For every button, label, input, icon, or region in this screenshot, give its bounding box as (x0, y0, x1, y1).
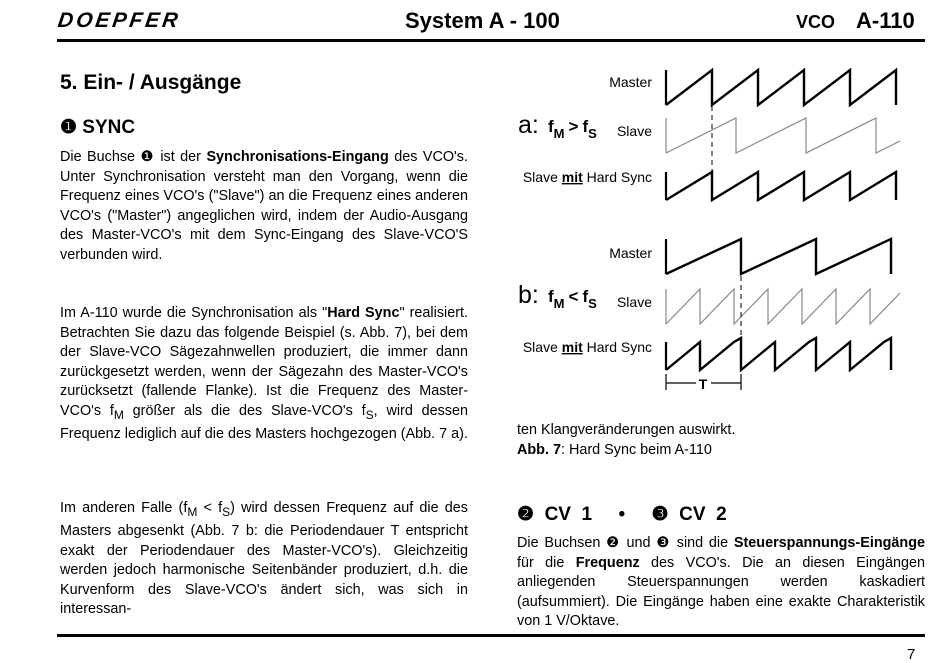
waveform-slave-a (666, 118, 900, 153)
case-a-formula: $f_M > f_S$ (548, 117, 597, 141)
doepfer-logo: DOEPFER (56, 9, 183, 32)
module-type: VCO (796, 12, 836, 32)
label-slave-b: Slave (616, 294, 652, 310)
label-slave-sync-a: Slave mit Hard Sync (522, 169, 652, 185)
label-slave-a: Slave (616, 123, 652, 139)
case-b-formula: $f_M < f_S$ (548, 287, 597, 311)
waveform-slave-b (666, 289, 900, 324)
waveform-slave-sync-a (666, 172, 896, 200)
page-number: 7 (907, 646, 916, 663)
sync-paragraph-1: Die Buchse ❶ ist der Synchronisations-Eingang des VCO's. Unter Synchronisation versteht man den Vorgang, wenn die Frequenz eines VCO's ("Slave") an die Frequenz eines anderen VCO's ("Master") angeglichen wird, indem der Audio-Ausgang des Master-VCO's mit dem Sync-Eingang des Slave-VCO'S verbunden wird. (60, 149, 468, 263)
hard-sync-figure (510, 52, 930, 404)
case-b-label: b: (518, 281, 539, 309)
waveform-master-b (666, 239, 891, 274)
module-name: A-110 (856, 8, 915, 33)
sync-paragraph-2: Im A-110 wurde die Synchronisation als "Hard Sync" realisiert. Betrachten Sie dazu das folgende Beispiel (s. Abb. 7), bei dem der Slave-VCO Sägezahnwellen produziert, die immer dann zurückgesetzt werden, wenn der Sägezahn des Master-VCO's zurücksetzt (fallende Flanke). Ist die Frequenz des Master-VCO's $f_M$ größer als die des Slave-VCO's $f_S$, wird dessen Frequenz lediglich auf die des Masters hochgezogen (Abb. 7 a). (60, 305, 469, 442)
section-title: 5. Ein- / Ausgänge (60, 71, 242, 94)
header-rule (57, 39, 925, 42)
waveform-slave-sync-b (666, 338, 891, 370)
waveform-master-a (666, 70, 896, 105)
label-master-b: Master (609, 245, 652, 261)
footer-rule (57, 634, 925, 637)
system-title: System A - 100 (405, 8, 560, 33)
cv-paragraph: Die Buchsen ❷ und ❸ sind die Steuerspannungs-Eingänge für die Frequenz des VCO's. Die an diesen Eingängen anliegenden Steuerspannungen werden kaskadiert (aufsummiert). Die Eingänge haben eine exakte Charakteristik von 1 V/Oktave. (517, 535, 925, 629)
sync-paragraph-3: Im anderen Falle $(f_M < f_S)$ wird dessen Frequenz auf die des Masters abgesenkt (Abb. 7 b: die Periodendauer T entspricht exakt der Periodendauer des Master-VCO's). Gleichzeitig werden jedoch harmonische Seitenbänder produziert, d.h. die Kurvenform des Slave-VCO's ändert sich, was sich in interessan- (60, 500, 468, 618)
label-slave-sync-b: Slave mit Hard Sync (522, 339, 652, 355)
figure-caption: Abb. 7: Hard Sync beim A-110 (517, 442, 712, 458)
period-label: T (698, 376, 708, 392)
case-a-label: a: (518, 111, 539, 139)
cv-heading: ❷ CV 1 • ❸ CV 2 (517, 504, 727, 525)
continuation-text: ten Klangveränderungen auswirkt. (517, 422, 736, 438)
label-master-a: Master (609, 74, 652, 90)
sync-heading: ❶ SYNC (60, 117, 136, 138)
